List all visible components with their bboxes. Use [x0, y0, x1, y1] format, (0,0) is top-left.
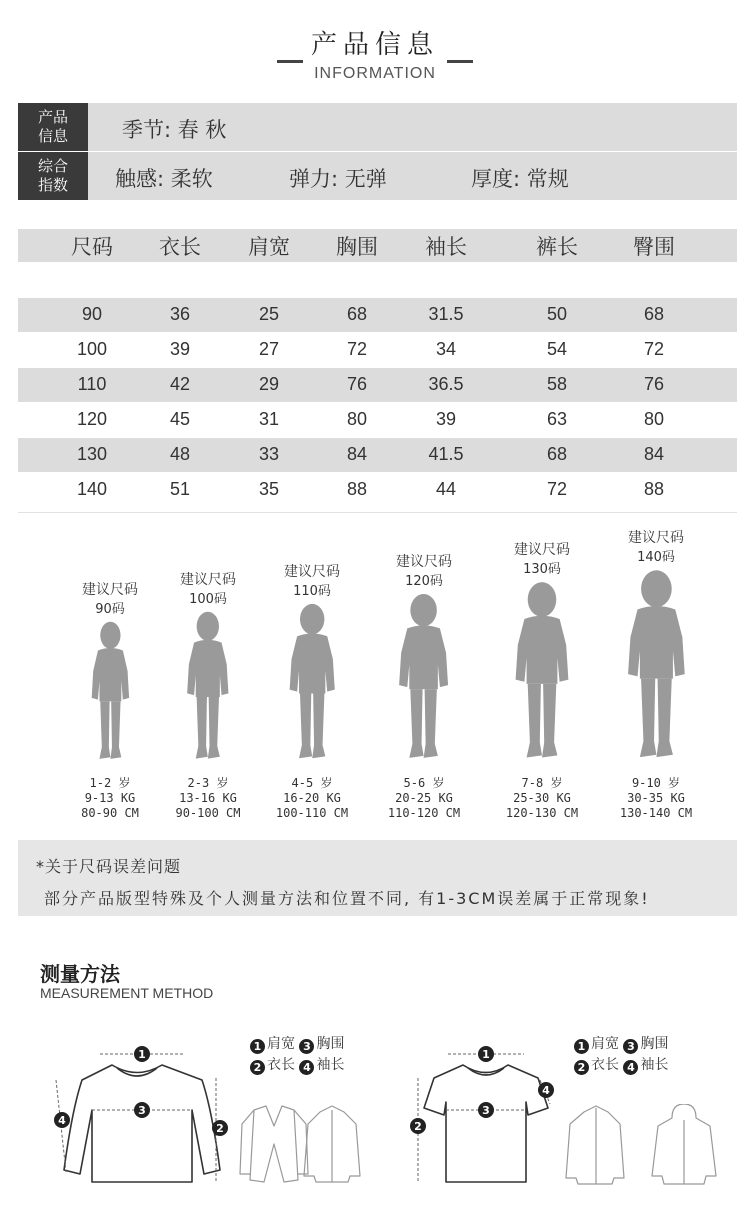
child-silhouette-icon — [393, 592, 454, 764]
recommend-size: 120码 — [405, 574, 443, 589]
number-badge: 2 — [574, 1060, 589, 1075]
child-stats — [252, 776, 372, 821]
recommend-label: 建议尺码 — [514, 542, 570, 558]
note-body: 部分产品版型特殊及个人测量方法和位置不同, 有1-3CM误差属于正常现象! — [44, 889, 650, 908]
stat-height: 80-90 CM — [81, 806, 139, 820]
table-cell: 140 — [76, 479, 108, 499]
header-subtitle: INFORMATION — [314, 65, 436, 82]
table-cell: 63 — [546, 409, 568, 429]
table-cell: 41.5 — [428, 444, 464, 464]
table-cell: 35 — [258, 479, 280, 499]
feel-text: 触感: 柔软 — [115, 167, 213, 191]
recommend-label: 建议尺码 — [180, 572, 236, 588]
legend-chest: 胸围 — [316, 1036, 345, 1052]
recommend-size: 90码 — [95, 602, 125, 617]
table-cell: 36 — [169, 304, 191, 324]
table-cell: 50 — [546, 304, 568, 324]
col-header: 臀围 — [633, 235, 675, 259]
size-recommendation — [596, 528, 716, 568]
stat-height: 120-130 CM — [505, 806, 579, 820]
child-stats — [596, 776, 716, 821]
table-row — [18, 298, 737, 332]
stat-weight: 30-35 KG — [627, 791, 685, 805]
table-row — [18, 438, 737, 472]
table-cell: 76 — [643, 374, 665, 394]
table-cell: 68 — [546, 444, 568, 464]
table-cell: 36.5 — [428, 374, 464, 394]
stat-age: 1-2 岁 — [89, 776, 131, 790]
number-badge: 3 — [623, 1039, 638, 1054]
t-shirt-diagram — [408, 1040, 558, 1190]
tag-line: 产品 — [37, 108, 68, 126]
product-info-tag — [18, 103, 88, 151]
col-header: 肩宽 — [248, 235, 290, 259]
table-cell: 100 — [76, 339, 108, 359]
table-cell: 84 — [346, 444, 368, 464]
table-cell: 72 — [546, 479, 568, 499]
tag-line: 信息 — [37, 127, 68, 145]
stat-weight: 13-16 KG — [179, 791, 237, 805]
table-row — [18, 368, 737, 402]
recommend-label: 建议尺码 — [628, 530, 684, 546]
svg-text:4: 4 — [58, 1114, 66, 1127]
stat-weight: 9-13 KG — [84, 791, 136, 805]
number-badge: 2 — [250, 1060, 265, 1075]
table-cell: 88 — [643, 479, 665, 499]
composite-index-tag — [18, 152, 88, 200]
stat-age: 2-3 岁 — [187, 776, 229, 790]
table-cell: 84 — [643, 444, 665, 464]
table-bottom-divider — [18, 512, 737, 513]
svg-text:3: 3 — [138, 1104, 146, 1117]
jacket-sketches — [236, 1104, 366, 1186]
child-size-card — [252, 562, 372, 764]
legend-shoulder: 肩宽 — [591, 1036, 619, 1052]
legend-shoulder: 肩宽 — [267, 1036, 295, 1052]
recommend-label: 建议尺码 — [284, 564, 340, 580]
col-header: 衣长 — [159, 235, 201, 259]
svg-text:2: 2 — [414, 1120, 422, 1133]
stat-height: 130-140 CM — [619, 806, 693, 820]
number-badge: 3 — [299, 1039, 314, 1054]
svg-text:1: 1 — [138, 1048, 146, 1061]
child-silhouette-icon — [509, 580, 575, 764]
table-cell: 68 — [346, 304, 368, 324]
col-header: 尺码 — [71, 235, 113, 259]
table-cell: 39 — [435, 409, 457, 429]
table-cell: 29 — [258, 374, 280, 394]
svg-text:2: 2 — [216, 1122, 224, 1135]
table-cell: 31 — [258, 409, 280, 429]
table-cell: 42 — [169, 374, 191, 394]
child-size-card — [596, 528, 716, 764]
table-cell: 48 — [169, 444, 191, 464]
stat-height: 100-110 CM — [275, 806, 349, 820]
stat-age: 7-8 岁 — [521, 776, 563, 790]
measurement-title: 测量方法 — [40, 962, 120, 986]
header-title-wrap — [0, 24, 750, 63]
tag-line: 指数 — [37, 176, 68, 194]
child-size-card — [364, 552, 484, 764]
table-cell: 33 — [258, 444, 280, 464]
child-stats — [148, 776, 268, 821]
size-recommendation — [252, 562, 372, 602]
measurement-subtitle: MEASUREMENT METHOD — [40, 985, 214, 1001]
recommend-size: 130码 — [523, 562, 561, 577]
stat-weight: 20-25 KG — [395, 791, 453, 805]
stat-age: 4-5 岁 — [291, 776, 333, 790]
child-silhouette-icon — [284, 602, 340, 764]
table-cell: 72 — [346, 339, 368, 359]
composite-index-row — [18, 152, 737, 200]
stat-weight: 16-20 KG — [283, 791, 341, 805]
table-cell: 76 — [346, 374, 368, 394]
child-silhouette-icon — [621, 568, 692, 764]
table-cell: 54 — [546, 339, 568, 359]
recommend-size: 110码 — [293, 584, 331, 599]
table-row — [18, 403, 737, 437]
child-stats — [364, 776, 484, 821]
number-badge: 4 — [299, 1060, 314, 1075]
stat-height: 90-100 CM — [175, 806, 241, 820]
number-badge: 1 — [250, 1039, 265, 1054]
legend-chest: 胸围 — [640, 1036, 669, 1052]
table-row — [18, 473, 737, 507]
number-badge: 1 — [574, 1039, 589, 1054]
recommend-label: 建议尺码 — [396, 554, 452, 570]
legend-sleeve: 袖长 — [640, 1057, 669, 1073]
legend-length: 衣长 — [267, 1057, 295, 1073]
product-info-row — [18, 103, 737, 151]
long-sleeve-shirt-diagram — [52, 1040, 232, 1190]
table-cell: 130 — [76, 444, 108, 464]
title-bar-left — [277, 60, 303, 63]
table-cell: 120 — [76, 409, 108, 429]
size-recommendation — [482, 540, 602, 580]
number-badge: 4 — [623, 1060, 638, 1075]
table-cell: 88 — [346, 479, 368, 499]
table-cell: 80 — [346, 409, 368, 429]
svg-text:3: 3 — [482, 1104, 490, 1117]
thickness-text: 厚度: 常规 — [471, 167, 569, 191]
table-cell: 25 — [258, 304, 280, 324]
tag-line: 综合 — [37, 157, 68, 175]
child-silhouette-icon — [182, 610, 234, 764]
table-cell: 27 — [258, 339, 280, 359]
size-error-note — [18, 840, 737, 916]
stat-age: 5-6 岁 — [403, 776, 445, 790]
size-recommendation — [148, 570, 268, 610]
table-row — [18, 333, 737, 367]
child-size-card — [482, 540, 602, 764]
svg-text:1: 1 — [482, 1048, 490, 1061]
stat-height: 110-120 CM — [387, 806, 461, 820]
elasticity-text: 弹力: 无弹 — [289, 167, 387, 191]
table-cell: 51 — [169, 479, 191, 499]
col-header: 胸围 — [336, 235, 378, 259]
table-cell: 58 — [546, 374, 568, 394]
table-cell: 44 — [435, 479, 457, 499]
header-title: 产品信息 — [310, 30, 439, 60]
size-recommendation — [364, 552, 484, 592]
col-header: 裤长 — [536, 235, 578, 259]
page-header — [0, 24, 750, 83]
child-size-card — [148, 570, 268, 764]
season-text: 季节: 春 秋 — [122, 118, 227, 142]
legend-length: 衣长 — [591, 1057, 619, 1073]
stat-age: 9-10 岁 — [631, 776, 681, 790]
stat-weight: 25-30 KG — [513, 791, 571, 805]
table-cell: 68 — [643, 304, 665, 324]
shirt-hoodie-sketches — [560, 1104, 720, 1186]
child-silhouette-icon — [87, 620, 134, 764]
size-table-header — [18, 229, 737, 262]
table-cell: 45 — [169, 409, 191, 429]
measurement-legend-left — [250, 1034, 344, 1076]
col-header: 袖长 — [425, 235, 467, 259]
table-cell: 72 — [643, 339, 665, 359]
legend-sleeve: 袖长 — [316, 1057, 345, 1073]
title-bar-right — [447, 60, 473, 63]
measurement-legend-right — [574, 1034, 668, 1076]
table-cell: 90 — [81, 304, 103, 324]
table-cell: 31.5 — [428, 304, 464, 324]
table-cell: 110 — [77, 374, 107, 394]
table-cell: 34 — [435, 339, 457, 359]
recommend-size: 140码 — [637, 550, 675, 565]
recommend-size: 100码 — [189, 592, 227, 607]
note-title: *关于尺码误差问题 — [36, 857, 182, 876]
table-cell: 39 — [169, 339, 191, 359]
child-stats — [482, 776, 602, 821]
svg-text:4: 4 — [542, 1084, 550, 1097]
recommend-label: 建议尺码 — [82, 582, 138, 598]
table-cell: 80 — [643, 409, 665, 429]
